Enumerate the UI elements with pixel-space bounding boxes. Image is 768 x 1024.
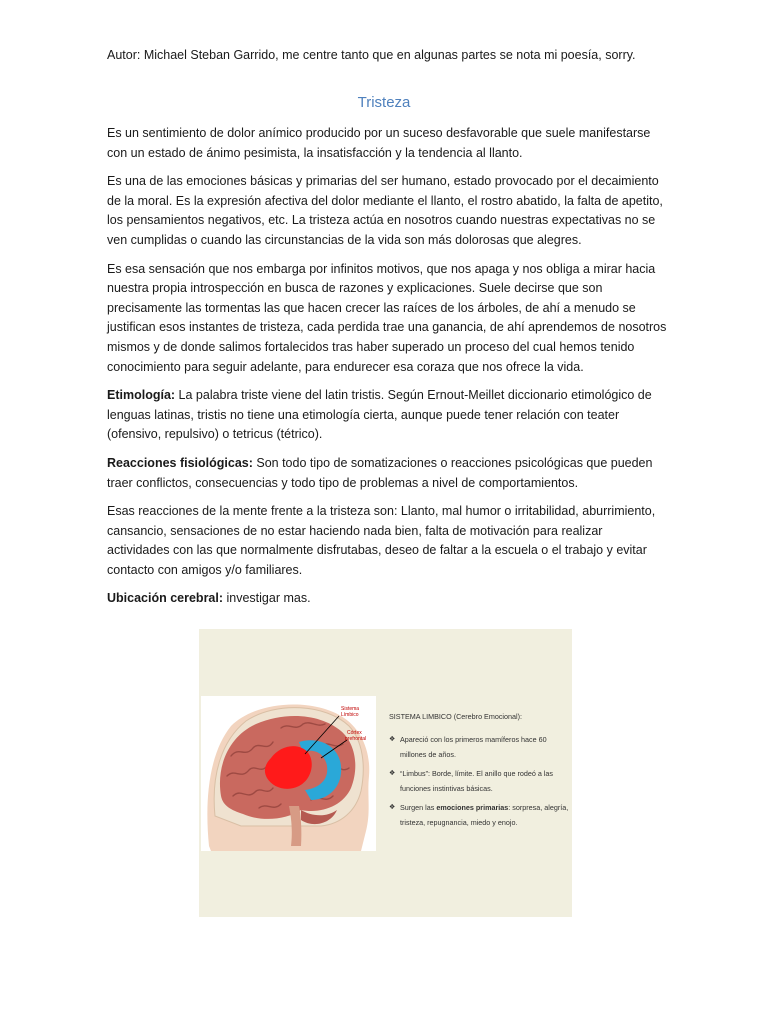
slide-heading: SISTEMA LIMBICO (Cerebro Emocional): bbox=[389, 712, 523, 721]
paragraph-reacciones bbox=[107, 454, 667, 493]
slide-text bbox=[389, 709, 569, 834]
ubicacion-text: investigar mas. bbox=[223, 591, 311, 606]
document-title: Tristeza bbox=[357, 94, 411, 111]
slide-bullets bbox=[389, 732, 569, 830]
reacciones-text: Son todo tipo de somatizaciones o reacciones psicológicas que pueden traer conflictos, consecuencias y todo tipo de problemas a nivel de comportamientos. bbox=[107, 455, 653, 490]
ubicacion-label: Ubicación cerebral: bbox=[107, 591, 224, 606]
diamond-bullet-icon: ❖ bbox=[389, 736, 396, 743]
slide-bullet-1: ❖ Apareció con los primeros mamíferos hace 60 millones de años. bbox=[389, 732, 569, 762]
diamond-bullet-icon: ❖ bbox=[389, 770, 396, 777]
author-line: Autor: Michael Steban Garrido, me centre tanto que en algunas partes se nota mi poesía, sorry. bbox=[107, 48, 636, 62]
slide-bullet-3: ❖ Surgen las emociones primarias: sorpresa, alegría, tristeza, repugnancia, miedo y enojo. bbox=[389, 800, 569, 830]
label-prefrontal: prefrontal bbox=[345, 736, 367, 742]
reacciones-label: Reacciones fisiológicas: bbox=[107, 455, 253, 470]
label-cortex: Córtex bbox=[347, 730, 362, 736]
etimologia-text: La palabra triste viene del latin tristis. Según Ernout-Meillet diccionario etimológico de lenguas latinas, tristis no tiene una etimología cierta, aunque puede tener relación con teater (ofensivo, repulsivo) o tetricus (tétrico). bbox=[107, 388, 652, 442]
paragraph-definition: Es un sentimiento de dolor anímico producido por un suceso desfavorable que suele manifestarse con un estado de ánimo pesimista, la insatisfacción y la tendencia al llanto. bbox=[107, 126, 651, 160]
etimologia-label: Etimología: bbox=[107, 388, 176, 403]
brain-diagram-icon bbox=[201, 696, 376, 851]
diamond-bullet-icon: ❖ bbox=[389, 804, 396, 811]
document-body bbox=[107, 124, 667, 618]
paragraph-basic-emotion: Es una de las emociones básicas y primarias del ser humano, estado provocado por el decaimiento de la moral. Es la expresión afectiva del dolor mediante el llanto, el rostro abatido, la falta de apetito, los pensamientos negativos, etc. La tristeza actúa en nosotros cuando nuestras expectativas no se ven cumplidas o cuando las circunstancias de la vida son más dolorosas que alegres. bbox=[107, 174, 663, 247]
slide-bullet-2: ❖ “Limbus”: Borde, límite. El anillo que rodeó a las funciones instintivas básicas. bbox=[389, 766, 569, 796]
label-limbico: Límbico bbox=[341, 712, 359, 718]
paragraph-ubicacion bbox=[107, 589, 667, 609]
brain-illustration bbox=[201, 696, 376, 851]
paragraph-reactions-list: Esas reacciones de la mente frente a la tristeza son: Llanto, mal humor o irritabilidad, aburrimiento, cansancio, sensaciones de no estar haciendo nada bien, falta de motivación para realizar actividades con las que normalmente disfrutabas, deseo de faltar a la escuela o el trabajo y evitar contacto con amigos y/o familiares. bbox=[107, 504, 656, 577]
paragraph-etimologia bbox=[107, 386, 667, 445]
label-sistema: Sistema bbox=[341, 706, 360, 712]
paragraph-sensation: Es esa sensación que nos embarga por infinitos motivos, que nos apaga y nos obliga a mirar hacia nuestra propia introspección en busca de razones y explicaciones. Suele decirse que son precisamente las tormentas las que hacen crecer las raíces de los árboles, de ahí a menudo se justifican esos instantes de tristeza, cada perdida trae una ganancia, de ahí aprendemos de nosotros mismos y de donde salimos fortalecidos tras haber superado un proceso del cual hemos tenido conocimiento para seguir adelante, para endurecer esa coraza que nos ofrece la vida. bbox=[107, 261, 667, 374]
limbic-system-figure bbox=[199, 629, 572, 917]
